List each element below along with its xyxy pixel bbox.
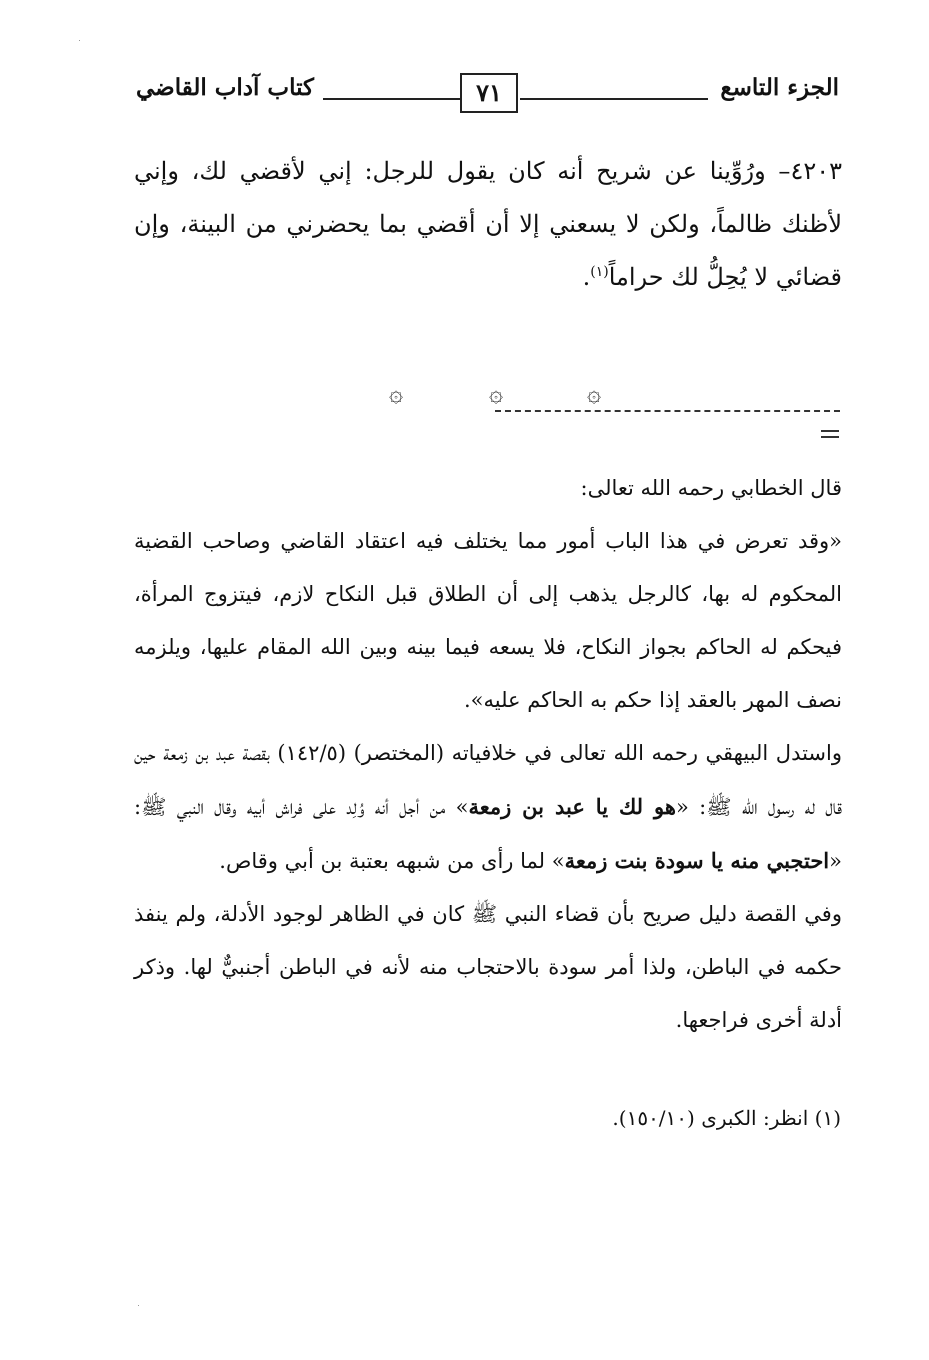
commentary-quote: «وقد تعرض في هذا الباب أمور مما يختلف فيه اعتقاد القاضي وصاحب القضية المحكوم له بها، كالرجل يذهب إلى أن الطلاق قبل النكاح لازم، فيتزوج المرأة، فيحكم له الحاكم بجواز النكاح، فلا يسعه فيما بينه وبين الله المقام عليها، ويلزمه نصف المهر بالعقد إذا حكم به الحاكم عليه». (134, 529, 842, 712)
separator-mark-top (821, 430, 839, 432)
hadith-quote-bold-1: هو لك يا عبد بن زمعة (468, 794, 676, 819)
hadith-paragraph (134, 145, 842, 304)
p2-part-a: واستدل البيهقي رحمه الله تعالى في خلافياته (المختصر) (١٤٢/٥) بقصة عبد بن زمعة حين قال له رسول الله ﷺ: « (134, 741, 842, 819)
flower-ornament-icon: ۞ (586, 379, 602, 407)
hadith-quote-bold-2: احتجبي منه يا سودة بنت زمعة (564, 848, 830, 873)
hadith-end: . (582, 263, 591, 291)
separator-mark-bottom (821, 436, 839, 438)
commentary-intro: قال الخطابي رحمه الله تعالى: (580, 476, 842, 500)
p2-part-b: » من أجل أنه وُلِد على فراش أبيه وقال النبي ﷺ: « (134, 795, 842, 873)
dashed-separator (495, 410, 840, 412)
commentary-paragraph-3: وفي القصة دليل صريح بأن قضاء النبي ﷺ كان في الظاهر لوجود الأدلة، ولم ينفذ حكمه في الباطن، ولذا أمر سودة بالاحتجاب منه لأنه في الباطن أجنبيٌّ لها. وذكر أدلة أخرى فراجعها. (134, 902, 842, 1032)
footnote: (١) انظر: الكبرى (١٥٠/١٠). (612, 1106, 841, 1130)
scan-speck (138, 1305, 139, 1306)
hadith-text: ٤٢٠٣– ورُوِّينا عن شريح أنه كان يقول للرجل: إني لأقضي لك، وإني لأظنك ظالماً، ولكن لا يسعني إلا أن أقضي بما يحضرني من البينة، وإن قضائي لا يُحِلُّ لك حراماً (134, 157, 842, 291)
commentary-paragraph-2 (134, 727, 842, 888)
footnote-reference: (١) (590, 264, 609, 280)
running-header-book: كتاب آداب القاضي (136, 74, 314, 101)
flower-ornament-icon: ۞ (488, 379, 504, 407)
scan-speck (79, 40, 80, 41)
header-rule-right (520, 98, 708, 100)
header-rule-left (323, 98, 460, 100)
page-number: ٧١ (460, 73, 518, 113)
p2-part-c: » لما رأى من شبهه بعتبة بن أبي وقاص. (219, 849, 565, 873)
section-ornaments (370, 379, 630, 409)
flower-ornament-icon: ۞ (388, 379, 404, 407)
commentary (134, 462, 842, 1047)
running-header-part: الجزء التاسع (720, 74, 839, 101)
